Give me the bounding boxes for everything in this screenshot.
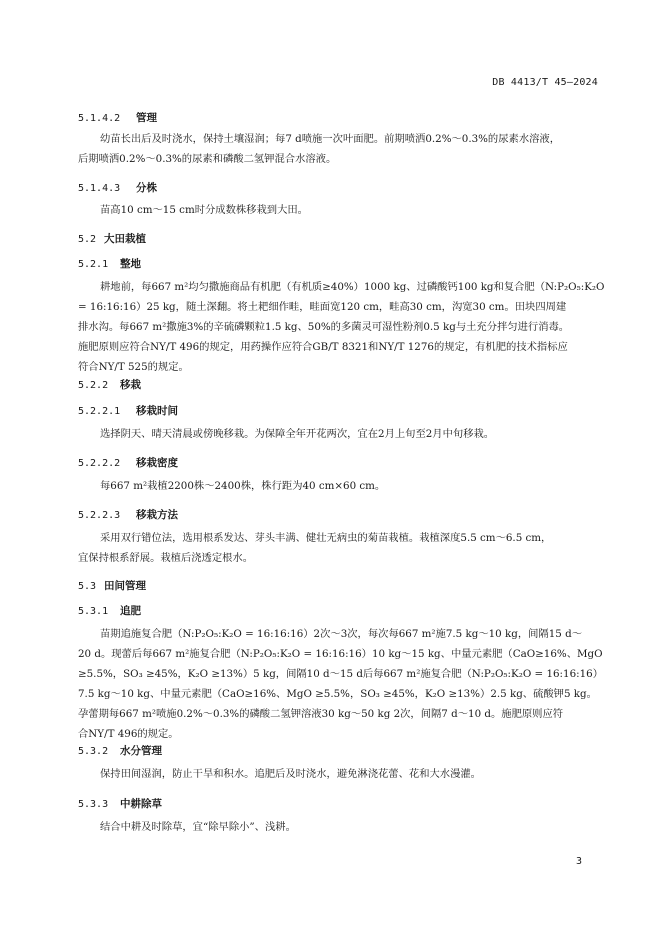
section-heading	[78, 256, 141, 271]
paragraph	[78, 817, 596, 837]
section-number: 5.1.4.3	[78, 183, 121, 194]
section-heading	[78, 110, 157, 125]
section-number: 5.3.2	[78, 746, 109, 757]
text-line: 符合NY/T 525的规定。	[78, 361, 189, 373]
section-heading	[78, 743, 162, 758]
text-line: 后期喷洒0.2%～0.3%的尿素和磷酸二氢钾混合水溶液。	[78, 153, 337, 165]
paragraph	[78, 624, 603, 744]
paragraph	[78, 764, 596, 784]
text-line: 耕地前，每667 m²均匀撒施商品有机肥（有机质≥40%）1000 kg、过磷酸钙100 kg和复合肥（N:P₂O₅:K₂O	[100, 281, 605, 293]
section-number: 5.3.3	[78, 799, 109, 810]
paragraph	[78, 528, 596, 568]
text-line: 排水沟。每667 m²撒施3%的辛硫磷颗粒1.5 kg、50%的多菌灵可湿性粉剂0.5 kg与土充分拌匀进行消毒。	[78, 321, 570, 333]
text-line: 幼苗长出后及时浇水，保持土壤湿润；每7 d喷施一次叶面肥。前期喷洒0.2%～0.3%的尿素水溶液，	[100, 133, 561, 145]
section-heading	[78, 603, 141, 618]
section-number: 5.3	[78, 581, 97, 592]
text-line: 7.5 kg～10 kg、中量元素肥（CaO≥16%、MgO ≥5.5%，SO₃ ≥45%，K₂O ≥13%）2.5 kg、硫酸钾5 kg。	[78, 688, 597, 700]
section-number: 5.2.2.2	[78, 458, 121, 469]
section-heading	[78, 377, 141, 392]
section-title: 移栽方法	[136, 509, 178, 521]
section-number: 5.2.2.1	[78, 406, 121, 417]
section-title: 分株	[136, 182, 157, 194]
text-line: 孕蕾期每667 m²喷施0.2%～0.3%的磷酸二氢钾溶液30 kg～50 kg 2次，间隔7 d～10 d。施肥原则应符	[78, 708, 564, 720]
text-line: 选择阴天、晴天清晨或傍晚移栽。为保障全年开花两次，宜在2月上旬至2月中旬移栽。	[100, 428, 495, 440]
section-title: 大田栽植	[104, 233, 146, 245]
section-title: 水分管理	[120, 745, 162, 757]
page-number: 3	[575, 856, 582, 867]
section-number: 5.2.1	[78, 259, 109, 270]
paragraph	[78, 200, 596, 220]
paragraph	[78, 476, 596, 496]
section-heading	[78, 231, 146, 246]
text-line: 采用双行错位法，选用根系发达、芽头丰满、健壮无病虫的菊苗栽植。栽植深度5.5 cm～6.5 cm，	[100, 532, 552, 544]
document-code: DB 4413/T 45—2024	[492, 77, 598, 88]
section-title: 移栽	[120, 379, 141, 391]
section-heading	[78, 796, 162, 811]
section-heading	[78, 180, 157, 195]
text-line: 每667 m²栽植2200株～2400株，株行距为40 cm×60 cm。	[100, 480, 386, 492]
section-title: 整地	[120, 258, 141, 270]
text-line: 施肥原则应符合NY/T 496的规定，用药操作应符合GB/T 8321和NY/T 1276的规定，有机肥的技术指标应	[78, 341, 568, 353]
text-line: 合NY/T 496的规定。	[78, 728, 179, 740]
text-line: ≥5.5%，SO₃ ≥45%，K₂O ≥13%）5 kg，间隔10 d～15 d后每667 m²施复合肥（N:P₂O₅:K₂O = 16:16:16）	[78, 668, 603, 680]
section-number: 5.2.2.3	[78, 510, 121, 521]
section-heading	[78, 578, 146, 593]
section-title: 管理	[136, 112, 157, 124]
section-heading	[78, 403, 178, 418]
paragraph	[78, 277, 605, 377]
text-line: 苗高10 cm～15 cm时分成数株移栽到大田。	[100, 204, 308, 216]
text-line: 宜保持根系舒展。栽植后浇透定根水。	[78, 552, 254, 564]
text-line: = 16:16:16）25 kg，随土深翻。将土耙细作畦，畦面宽120 cm，畦高30 cm，沟宽30 cm。田块四周建	[78, 301, 567, 313]
section-title: 追肥	[120, 605, 141, 617]
text-line: 20 d。现蕾后每667 m²施复合肥（N:P₂O₅:K₂O = 16:16:16）10 kg～15 kg、中量元素肥（CaO≥16%、MgO	[78, 648, 603, 660]
section-title: 田间管理	[104, 580, 146, 592]
text-line: 苗期追施复合肥（N:P₂O₅:K₂O = 16:16:16）2次～3次，每次每667 m²施7.5 kg～10 kg，间隔15 d～	[100, 628, 582, 640]
section-number: 5.1.4.2	[78, 113, 121, 124]
section-number: 5.3.1	[78, 606, 109, 617]
text-line: 结合中耕及时除草，宜“除早除小”、浅耕。	[100, 821, 296, 833]
paragraph	[78, 129, 596, 169]
section-number: 5.2.2	[78, 380, 109, 391]
section-title: 移栽密度	[136, 457, 178, 469]
section-heading	[78, 455, 178, 470]
text-line: 保持田间湿润，防止干旱和积水。追肥后及时浇水，避免淋浇花蕾、花和大水漫灌。	[100, 768, 481, 780]
paragraph	[78, 424, 596, 444]
section-number: 5.2	[78, 234, 97, 245]
section-title: 中耕除草	[120, 798, 162, 810]
section-heading	[78, 507, 178, 522]
section-title: 移栽时间	[136, 405, 178, 417]
